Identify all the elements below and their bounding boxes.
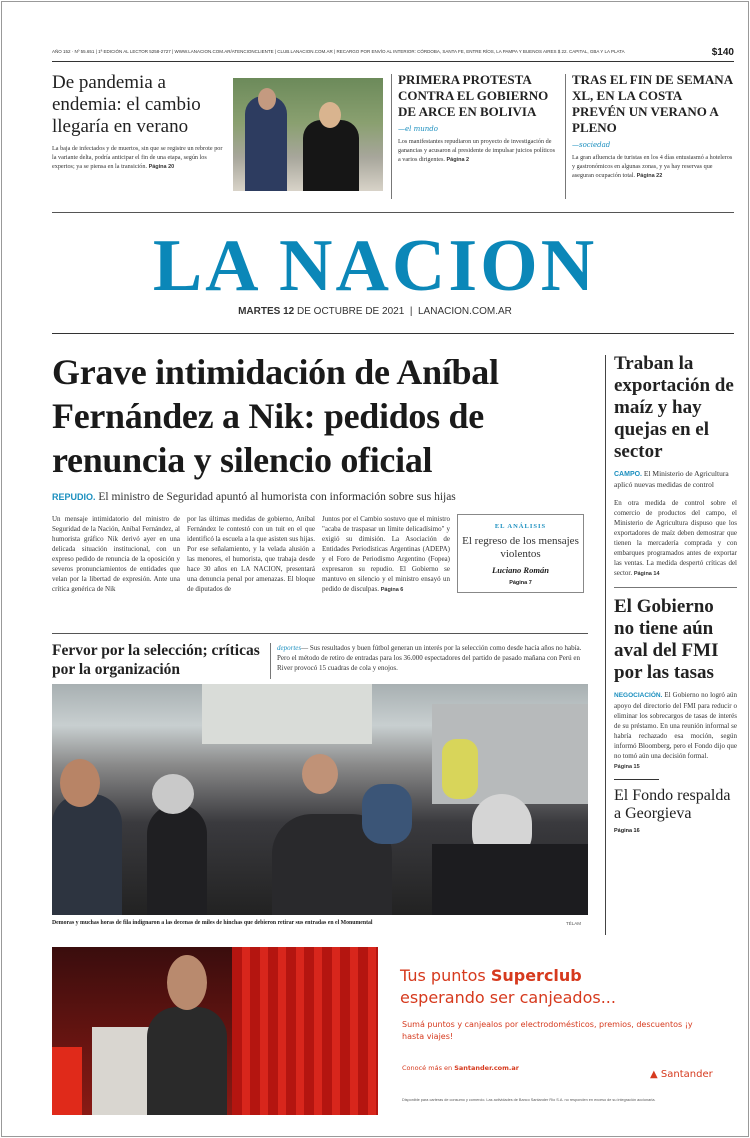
sidebar-3-page: Página 16 (614, 828, 640, 834)
sports-body: deportes— Sus resultados y buen fútbol generan un interés por la selección como desde hacía años no había. Pero el método de retiro de entradas para los 36.000 espectadores del partido de pasado mañana con Perú en River provocó 15 cuadras de cola y enojos. (277, 644, 582, 672)
sidebar-3-headline[interactable]: El Fondo respalda a Georgieva (614, 787, 731, 822)
photo-credit: TÉLAM (566, 921, 582, 926)
sidebar-2-headline[interactable]: El Gobierno no tiene aún aval del FMI por las tasas (614, 596, 719, 683)
teaser-3-body: La gran afluencia de turistas en los 4 días entusiasmó a hoteleros y gastronómicos en algunas zonas, y ya hay reservas que aseguran ocupación total. Página 22 (572, 154, 733, 179)
lead-story (52, 350, 592, 595)
divider (614, 779, 659, 780)
teaser-2-body: Los manifestantes repudiaron un proyecto de investigación de ganancias y acusaron al presidente de impulsar juicios políticos a varios dirigentes. Página 2 (398, 138, 556, 163)
santander-logo: ▲ Santander (650, 1069, 713, 1080)
ad-legal: Disponible para carteras de consumo y comercio. Las actividades de Banco Santander Río S.A. no responden en exceso de su integración accionaria. (402, 1098, 656, 1102)
sidebar-1-deck: CAMPO. El Ministerio de Agricultura aplicó nuevas medidas de control (614, 469, 729, 489)
divider (52, 61, 734, 62)
analysis-page: Página 7 (509, 580, 532, 586)
price: $140 (711, 47, 734, 58)
analysis-box[interactable] (457, 514, 584, 593)
photo-caption: Demoras y muchas horas de fila indignaron a las decenas de miles de hinchas que debieron retirar sus entradas en el Monumental (52, 920, 373, 926)
teaser-1-body: La baja de infectados y de muertos, sin que se registre un rebrote por la variante delta, podría anticipar el fin de una etapa, según los expertos; ya se piensa en la transición. Página 20 (52, 145, 223, 170)
teaser-2-section: —el mundo (398, 125, 438, 133)
ad-title: Tus puntos Superclub esperando ser canjeados... (400, 966, 616, 1007)
analysis-title: El regreso de los mensajes violentos (462, 535, 579, 560)
divider (391, 74, 392, 199)
divider (52, 212, 734, 213)
divider (614, 587, 737, 588)
sidebar (614, 353, 737, 834)
lead-headline[interactable]: Grave intimidación de Aníbal Fernández a Nik: pedidos de renuncia y silencio oficial (52, 352, 499, 480)
sports-headline[interactable]: Fervor por la selección; críticas por la organización (52, 642, 260, 678)
teaser-1 (52, 72, 228, 172)
teaser-3-section: —sociedad (572, 141, 611, 149)
lead-column-1: Un mensaje intimidatorio del ministro de Seguridad de la Nación, Aníbal Fernández, al humorista gráfico Nik derivó ayer en una delicada situación institucional, con un expreso pedido de renuncia de la oposición y severos pronunciamientos de entidades que velan por la libertad de expresión. Ante una crítica genérica de Nik (52, 515, 180, 593)
teaser-2-headline[interactable]: PRIMERA PROTESTA CONTRA EL GOBIERNO DE ARCE EN BOLIVIA (398, 72, 549, 119)
ad-cta[interactable]: Conocé más en Santander.com.ar (402, 1064, 519, 1072)
lead-deck: REPUDIO. El ministro de Seguridad apuntó al humorista con información sobre sus hijas (52, 491, 456, 503)
analysis-author: Luciano Román (492, 565, 549, 575)
ear-text: AÑO 152 · Nº 55.651 | 1ª EDICIÓN AL LECTOR 5258-2727 | WWW.LANACION.COM.AR/ATENCIONCLIENTE | CLUB.LANACION.COM.AR | RECARGO POR ENVÍO AL INTERIOR: CÓRDOBA, SANTA FE, ENTRE RÍOS, LA PAMPA Y BUENOS AIRES $ 22. CAPITAL, GBA Y LA PLATA (52, 49, 625, 54)
santander-ad[interactable] (52, 947, 737, 1119)
sidebar-1-headline[interactable]: Traban la exportación de maíz y hay quejas en el sector (614, 353, 734, 462)
divider (52, 633, 588, 634)
divider (52, 333, 734, 334)
teaser-3-headline[interactable]: TRAS EL FIN DE SEMANA XL, EN LA COSTA PREVÉN UN VERANO A PLENO (572, 72, 733, 135)
ad-image (52, 947, 378, 1115)
sidebar-2-body: NEGOCIACIÓN. El Gobierno no logró aún apoyo del directorio del FMI para reducir o eliminar los sobrecargos de tasas de interés de su préstamo. En una reunión informal se habría rechazado esa moción, según informó Bloomberg, pero el Fondo dijo que no tomó aún una decisión formal. Página 15 (614, 691, 738, 770)
teaser-1-photo (233, 78, 383, 191)
sidebar-1-body: En otra medida de control sobre el comercio de productos del campo, el Ministerio de Agricultura dispuso que los exportadores de maíz deben demostrar que tienen la mercadería comprada y con embarques programados antes de exportar las ventas. La medida despertó críticas del sector. Página 14 (614, 499, 737, 577)
lead-column-2: por las últimas medidas de gobierno, Aníbal Fernández le contestó con un tuit en el que identificó la escuela a la que asisten sus hijas. Por ese señalamiento, y la velada alusión a las menores, el humorista, que trabaja desde hace 30 años en LA NACION, presentará una denuncia penal por amenazas. El bloque de diputados de (187, 515, 315, 593)
ad-body: Sumá puntos y canjealos por electrodomésticos, premios, descuentos ¡y hasta viajes! (402, 1020, 693, 1041)
teaser-3 (572, 72, 735, 181)
divider (565, 74, 566, 199)
lead-columns (52, 514, 592, 595)
divider (270, 643, 271, 679)
lead-column-3: Juntos por el Cambio sostuvo que el ministro "acaba de traspasar un límite delicadísimo" y exigió su dimisión. La Asociación de Entidades Periodísticas Argentinas (ADEPA) y el Foro de Periodismo Argentino (Fopea) expresaron su repudio. El Gobierno se mantuvo en silencio y el ministro ensayó un pedido de disculpas. Página 6 (322, 515, 450, 593)
sidebar-rule (605, 355, 606, 935)
sports-photo (52, 684, 588, 915)
analysis-label: EL ANÁLISIS (494, 523, 547, 530)
teaser-2 (398, 72, 558, 165)
teaser-1-headline[interactable]: De pandemia a endemia: el cambio llegaría en verano (52, 72, 201, 137)
flame-icon: ▲ (650, 1069, 658, 1080)
date-line: MARTES 12 DE OCTUBRE DE 2021 | LANACION.COM.AR (238, 306, 512, 317)
newspaper-logo[interactable]: LA NACION (152, 225, 598, 307)
site-link[interactable]: LANACION.COM.AR (417, 306, 512, 317)
